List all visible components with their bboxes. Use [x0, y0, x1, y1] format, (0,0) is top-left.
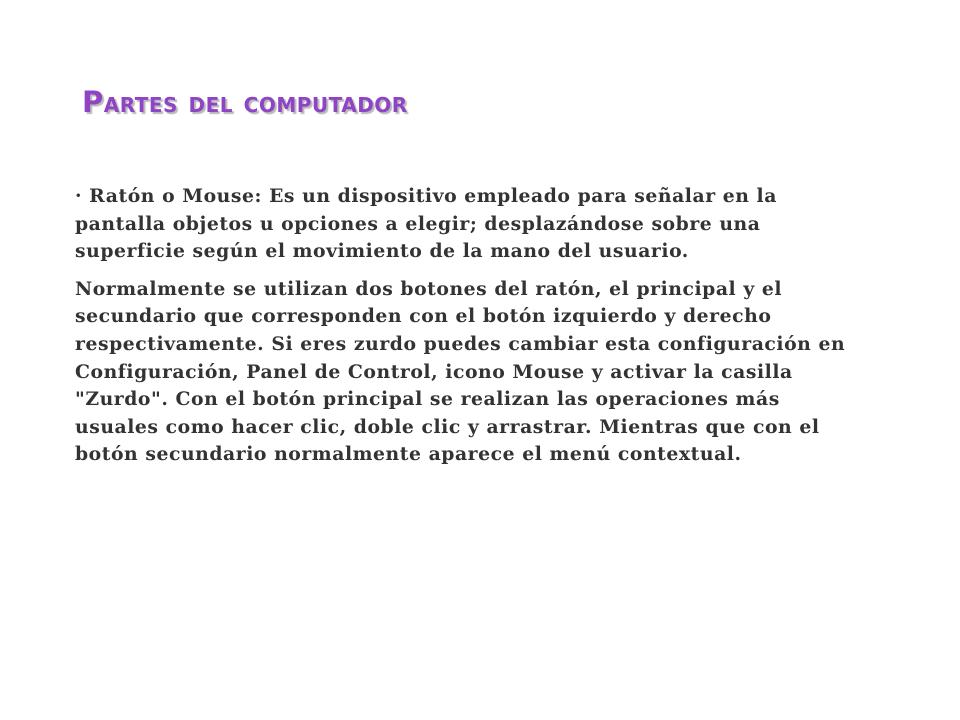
slide-title: Partes del computador [82, 85, 408, 119]
paragraph-mouse-definition: · Ratón o Mouse: Es un dispositivo empleado para señalar en la pantalla objetos u opciones a elegir; desplazándose sobre una superficie según el movimiento de la mano del usuario. [75, 185, 777, 263]
slide-body [75, 183, 865, 479]
paragraph-mouse-buttons: Normalmente se utilizan dos botones del ratón, el principal y el secundario que corresponden con el botón izquierdo y derecho respectivamente. Si eres zurdo puedes cambiar esta configuración en Configuración, Panel de Control, icono Mouse y activar la casilla "Zurdo". Con el botón principal se realizan las operaciones más usuales como hacer clic, doble clic y arrastrar. Mientras que con el botón secundario normalmente aparece el menú contextual. [75, 277, 846, 466]
